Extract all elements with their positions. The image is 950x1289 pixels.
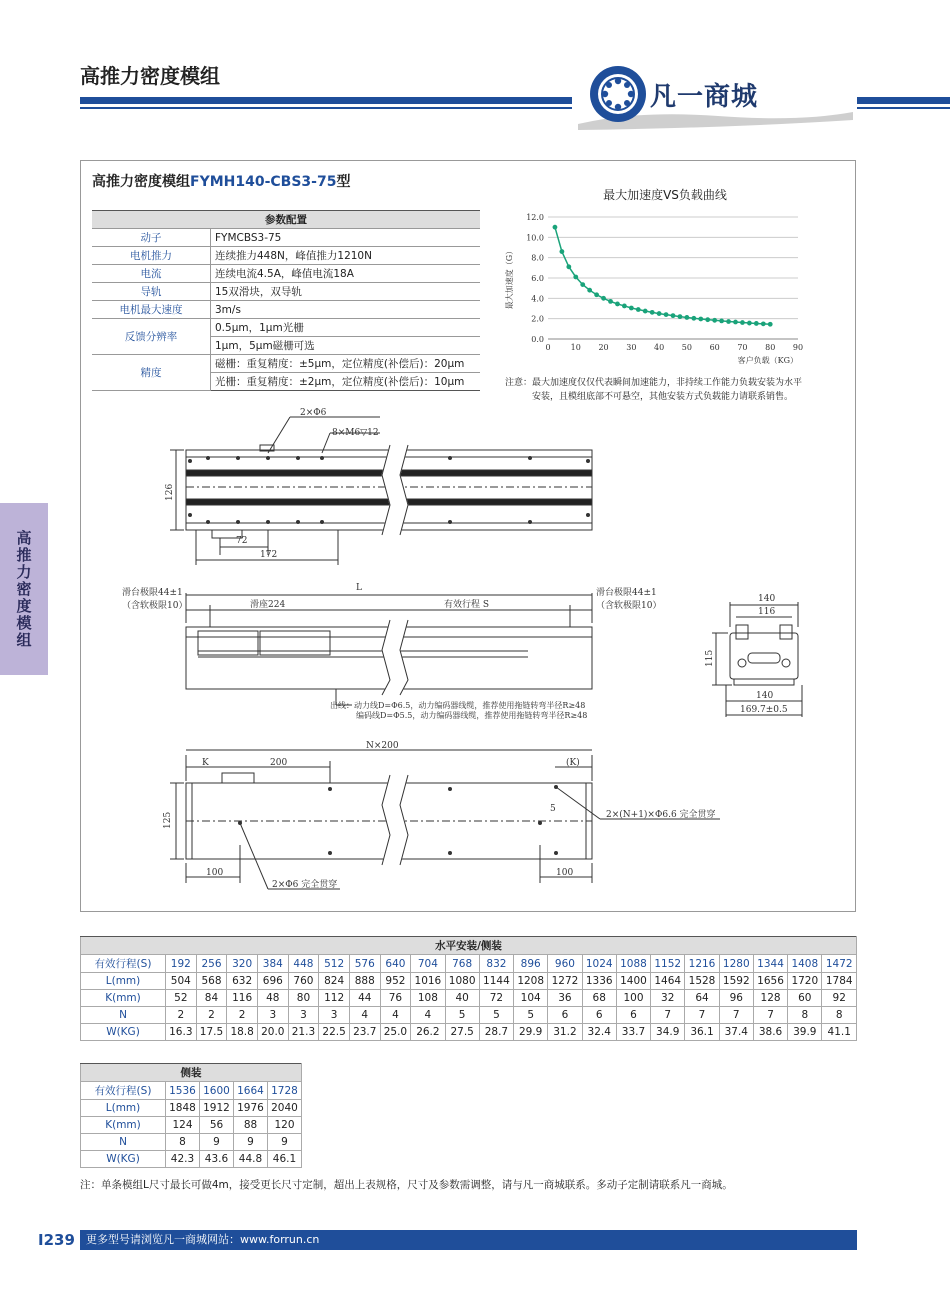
table-cell: 1600 [200, 1082, 234, 1100]
spec-key: 导轨 [92, 283, 211, 301]
table-cell: 1592 [719, 973, 753, 990]
table-cell: 760 [288, 973, 319, 990]
row-label: W(KG) [81, 1024, 166, 1041]
table-cell: 18.8 [227, 1024, 258, 1041]
table-row [81, 1024, 857, 1041]
data-point [566, 264, 571, 269]
table-cell: 20.0 [257, 1024, 288, 1041]
table-cell: 41.1 [822, 1024, 857, 1041]
data-point [768, 322, 773, 327]
table-cell: 1720 [788, 973, 822, 990]
table-cell: 1848 [166, 1100, 200, 1117]
table-row [81, 1151, 302, 1168]
dim-115: 115 [705, 649, 715, 667]
table-cell: 640 [380, 955, 411, 973]
table-cell: 1088 [616, 955, 650, 973]
table-row [92, 319, 480, 337]
dim-top-tap: 8×M6▽12 [332, 428, 379, 438]
table-cell: 43.6 [200, 1151, 234, 1168]
table-cell: 824 [319, 973, 350, 990]
table-cell: 1280 [719, 955, 753, 973]
table-cell: 832 [479, 955, 513, 973]
table-cell: 5 [479, 1007, 513, 1024]
accel-chart [500, 205, 820, 370]
table-cell: 52 [166, 990, 197, 1007]
table-cell: 320 [227, 955, 258, 973]
x-tick-label: 30 [626, 343, 637, 352]
data-point [740, 320, 745, 325]
table-cell: 120 [268, 1117, 302, 1134]
table-cell: 104 [514, 990, 548, 1007]
data-point [553, 225, 558, 230]
model-title [92, 171, 350, 191]
dim-126: 126 [165, 483, 175, 501]
table-cell: 696 [257, 973, 288, 990]
table-cell: 32 [651, 990, 685, 1007]
data-point [684, 315, 689, 320]
data-point [747, 321, 752, 326]
dim-116: 116 [758, 607, 776, 617]
dim-125: 125 [163, 811, 173, 829]
spec-table [92, 210, 480, 391]
page-number: I239 [38, 1231, 75, 1249]
table-cell: 108 [411, 990, 445, 1007]
x-tick-label: 10 [570, 343, 581, 352]
table-cell: 42.3 [166, 1151, 200, 1168]
table-cell: 8 [788, 1007, 822, 1024]
x-tick-label: 40 [654, 343, 665, 352]
end-view-body [730, 633, 798, 679]
table-cell: 952 [380, 973, 411, 990]
model-title-model: FYMH140-CBS3-75 [190, 174, 337, 190]
y-tick-label: 6.0 [531, 274, 544, 283]
table-cell: 1728 [268, 1082, 302, 1100]
table-cell: 7 [685, 1007, 719, 1024]
spec-key: 电流 [92, 265, 211, 283]
table-cell: 1536 [166, 1082, 200, 1100]
header-rule-left-thin [80, 107, 572, 109]
table-row [92, 247, 480, 265]
table-cell: 112 [319, 990, 350, 1007]
row-label: 有效行程(S) [81, 955, 166, 973]
table-cell: 8 [166, 1134, 200, 1151]
table-row [81, 1134, 302, 1151]
table-cell: 1216 [685, 955, 719, 973]
table-cell: 80 [288, 990, 319, 1007]
spec-value: 连续电流4.5A，峰值电流18A [211, 265, 481, 283]
table-cell: 960 [548, 955, 582, 973]
table-cell: 512 [319, 955, 350, 973]
table-cell: 1400 [616, 973, 650, 990]
dim-slider: 滑座224 [250, 600, 286, 610]
data-point [754, 321, 759, 326]
dim-100-left: 100 [206, 868, 224, 878]
table-cell: 2040 [268, 1100, 302, 1117]
brand-logo [578, 62, 853, 132]
y-tick-label: 8.0 [531, 253, 544, 263]
chart-note-line2: 安装，且模组底部不可悬空，其他安装方式负载能力请联系销售。 [532, 392, 794, 402]
data-point [615, 302, 620, 307]
table-cell: 1472 [822, 955, 857, 973]
table-cell: 4 [411, 1007, 445, 1024]
table-cell: 32.4 [582, 1024, 616, 1041]
data-point [559, 249, 564, 254]
table-cell: 1408 [788, 955, 822, 973]
table-row [92, 355, 480, 373]
table-cell: 31.2 [548, 1024, 582, 1041]
table-cell: 7 [753, 1007, 787, 1024]
chart-note [505, 376, 835, 404]
table-row [81, 1100, 302, 1117]
table-cell: 29.9 [514, 1024, 548, 1041]
table-cell: 6 [548, 1007, 582, 1024]
dim-140-bottom: 140 [756, 691, 774, 701]
data-point [705, 317, 710, 322]
table-cell: 60 [788, 990, 822, 1007]
table-cell: 128 [753, 990, 787, 1007]
table-cell: 46.1 [268, 1151, 302, 1168]
table-cell: 9 [200, 1134, 234, 1151]
row-label: K(mm) [81, 1117, 166, 1134]
table-cell: 68 [582, 990, 616, 1007]
data-point [678, 314, 683, 319]
data-point [650, 310, 655, 315]
data-point [671, 313, 676, 318]
table-cell: 1656 [753, 973, 787, 990]
pin-holes: 2×Φ6 完全贯穿 [272, 880, 338, 890]
data-point [719, 319, 724, 324]
table-cell: 48 [257, 990, 288, 1007]
dim-140-top: 140 [758, 594, 776, 604]
x-tick-label: 20 [598, 343, 609, 352]
table-cell: 72 [479, 990, 513, 1007]
table-cell: 100 [616, 990, 650, 1007]
table-cell: 448 [288, 955, 319, 973]
dim-169: 169.7±0.5 [740, 705, 788, 715]
table-row [81, 973, 857, 990]
table-cell: 1464 [651, 973, 685, 990]
table-row [81, 955, 857, 973]
row-label: K(mm) [81, 990, 166, 1007]
dim-stroke: 有效行程 S [444, 600, 490, 610]
table-cell: 116 [227, 990, 258, 1007]
table-cell: 1664 [234, 1082, 268, 1100]
table-caption: 水平安装/侧装 [81, 937, 857, 955]
dim-top-hole: 2×Φ6 [300, 408, 327, 418]
side-mount-table [80, 1063, 302, 1168]
data-point [573, 275, 578, 280]
model-title-prefix: 高推力密度模组 [92, 174, 190, 190]
dim-K: K [202, 758, 209, 768]
table-cell: 768 [445, 955, 479, 973]
footer-bar: 更多型号请浏览凡一商城网站：www.forrun.cn [80, 1230, 857, 1250]
table-cell: 568 [196, 973, 227, 990]
x-tick-label: 60 [709, 343, 720, 352]
data-point [587, 288, 592, 293]
table-cell: 2 [166, 1007, 197, 1024]
header-rule-right-thin [857, 107, 950, 109]
table-cell: 34.9 [651, 1024, 685, 1041]
model-title-suffix: 型 [336, 174, 351, 190]
data-point [643, 309, 648, 314]
page-title: 高推力密度模组 [80, 64, 220, 88]
chart-title: 最大加速度VS负载曲线 [603, 188, 727, 202]
table-cell: 16.3 [166, 1024, 197, 1041]
spec-value: 连续推力448N，峰值推力1210N [211, 247, 481, 265]
table-cell: 3 [257, 1007, 288, 1024]
table-cell: 37.4 [719, 1024, 753, 1041]
table-cell: 25.0 [380, 1024, 411, 1041]
table-row [81, 990, 857, 1007]
header-rule-left [80, 97, 572, 104]
table-cell: 44.8 [234, 1151, 268, 1168]
table-cell: 6 [616, 1007, 650, 1024]
spec-value: 光栅：重复精度：±2μm，定位精度(补偿后)：10μm [211, 373, 481, 391]
table-cell: 21.3 [288, 1024, 319, 1041]
table-cell: 27.5 [445, 1024, 479, 1041]
table-cell: 9 [268, 1134, 302, 1151]
spec-key: 电机最大速度 [92, 301, 211, 319]
spec-key: 精度 [92, 355, 211, 391]
table-row [81, 1082, 302, 1100]
table-cell: 888 [349, 973, 380, 990]
x-tick-label: 70 [737, 343, 748, 352]
table-cell: 8 [822, 1007, 857, 1024]
x-tick-label: 50 [681, 343, 692, 352]
row-label: 有效行程(S) [81, 1082, 166, 1100]
data-point [601, 296, 606, 301]
table-cell: 576 [349, 955, 380, 973]
table-cell: 96 [719, 990, 753, 1007]
data-point [629, 306, 634, 311]
table-cell: 36 [548, 990, 582, 1007]
spec-key: 反馈分辨率 [92, 319, 211, 355]
table-cell: 2 [196, 1007, 227, 1024]
table-cell: 1336 [582, 973, 616, 990]
dim-L: L [356, 583, 362, 593]
table-cell: 3 [288, 1007, 319, 1024]
table-cell: 56 [200, 1117, 234, 1134]
table-cell: 1144 [479, 973, 513, 990]
table-row [92, 229, 480, 247]
table-cell: 88 [234, 1117, 268, 1134]
table-cell: 6 [582, 1007, 616, 1024]
spec-value: FYMCBS3-75 [211, 229, 481, 247]
dimension-table [80, 936, 857, 1041]
cable-note-2: 编码线D=Φ5.5，动力编码器线缆，推荐使用拖链转弯半径R≥48 [356, 711, 588, 720]
technical-drawing [100, 405, 840, 900]
table-cell: 124 [166, 1117, 200, 1134]
table-cell: 1528 [685, 973, 719, 990]
table-caption: 侧装 [81, 1064, 302, 1082]
dim-100-right: 100 [556, 868, 574, 878]
spec-value: 0.5μm，1μm光栅 [211, 319, 481, 337]
table-row [92, 283, 480, 301]
table-row [92, 301, 480, 319]
limit-right-1: 滑台极限44±1 [596, 588, 657, 598]
side-tab: 高推力密度模组 [0, 503, 48, 675]
table-cell: 33.7 [616, 1024, 650, 1041]
table-cell: 1784 [822, 973, 857, 990]
dim-72: 72 [236, 536, 248, 546]
data-point [594, 292, 599, 297]
table-cell: 76 [380, 990, 411, 1007]
table-cell: 9 [234, 1134, 268, 1151]
x-tick-label: 0 [545, 343, 551, 352]
table-cell: 384 [257, 955, 288, 973]
limit-right-2: （含软极限10） [596, 601, 662, 611]
logo-text: 凡一商城 [650, 82, 759, 112]
table-cell: 1208 [514, 973, 548, 990]
row-label: L(mm) [81, 973, 166, 990]
table-cell: 1016 [411, 973, 445, 990]
y-tick-label: 12.0 [526, 213, 544, 222]
table-cell: 1344 [753, 955, 787, 973]
x-axis-label: 客户负载（KG） [737, 356, 798, 365]
dim-172: 172 [260, 550, 278, 560]
table-row [92, 265, 480, 283]
data-point [761, 321, 766, 326]
table-cell: 64 [685, 990, 719, 1007]
bottom-note: 注：单条模组L尺寸最长可做4m，接受更长尺寸定制，超出上表规格，尺寸及参数需调整，请与凡一商城联系。多动子定制请联系凡一商城。 [80, 1179, 733, 1191]
table-cell: 504 [166, 973, 197, 990]
table-cell: 4 [380, 1007, 411, 1024]
data-point [712, 318, 717, 323]
table-cell: 1976 [234, 1100, 268, 1117]
spec-value: 1μm，5μm磁栅可选 [211, 337, 481, 355]
table-row [81, 1117, 302, 1134]
data-point [580, 282, 585, 287]
cable-note-1: 出线：动力线D=Φ6.5，动力编码器线缆，推荐使用拖链转弯半径R≥48 [330, 701, 586, 710]
y-tick-label: 0.0 [531, 335, 544, 344]
spec-value: 15双滑块，双导轨 [211, 283, 481, 301]
table-cell: 84 [196, 990, 227, 1007]
data-point [664, 312, 669, 317]
y-tick-label: 10.0 [526, 233, 544, 243]
chart-note-line1: 注意：最大加速度仅仅代表瞬间加速能力，非持续工作能力负载安装为水平 [505, 378, 803, 388]
table-cell: 4 [349, 1007, 380, 1024]
data-point [622, 304, 627, 309]
spec-header: 参数配置 [92, 211, 480, 229]
table-cell: 28.7 [479, 1024, 513, 1041]
table-cell: 17.5 [196, 1024, 227, 1041]
row-label: N [81, 1007, 166, 1024]
table-row [81, 1007, 857, 1024]
dim-K-paren: (K) [566, 758, 580, 768]
table-cell: 1912 [200, 1100, 234, 1117]
x-tick-label: 90 [792, 343, 804, 352]
table-cell: 1024 [582, 955, 616, 973]
table-cell: 256 [196, 955, 227, 973]
table-cell: 26.2 [411, 1024, 445, 1041]
row-label: N [81, 1134, 166, 1151]
row-label: L(mm) [81, 1100, 166, 1117]
spec-value: 3m/s [211, 301, 481, 319]
through-holes: 2×(N+1)×Φ6.6 完全贯穿 [606, 810, 716, 820]
table-cell: 5 [445, 1007, 479, 1024]
table-cell: 632 [227, 973, 258, 990]
row-label: W(KG) [81, 1151, 166, 1168]
data-point [691, 316, 696, 321]
table-cell: 896 [514, 955, 548, 973]
table-cell: 2 [227, 1007, 258, 1024]
header-rule-right [857, 97, 950, 104]
table-cell: 38.6 [753, 1024, 787, 1041]
table-cell: 92 [822, 990, 857, 1007]
x-tick-label: 80 [765, 343, 776, 352]
y-axis-label: 最大加速度（G） [505, 246, 514, 310]
y-tick-label: 4.0 [531, 294, 544, 304]
data-point [726, 319, 731, 324]
data-point [698, 317, 703, 322]
dim-200: 200 [270, 758, 288, 768]
table-cell: 704 [411, 955, 445, 973]
spec-key: 电机推力 [92, 247, 211, 265]
table-cell: 1272 [548, 973, 582, 990]
table-cell: 23.7 [349, 1024, 380, 1041]
table-cell: 22.5 [319, 1024, 350, 1041]
y-tick-label: 2.0 [531, 314, 544, 324]
series-line [555, 227, 770, 324]
table-cell: 39.9 [788, 1024, 822, 1041]
data-point [636, 307, 641, 312]
table-cell: 36.1 [685, 1024, 719, 1041]
limit-left-2: （含软极限10） [122, 601, 188, 611]
data-point [608, 299, 613, 304]
table-cell: 40 [445, 990, 479, 1007]
spec-value: 磁栅：重复精度：±5μm，定位精度(补偿后)：20μm [211, 355, 481, 373]
dim-nx200: N×200 [366, 741, 399, 751]
data-point [733, 320, 738, 325]
table-cell: 7 [719, 1007, 753, 1024]
table-cell: 44 [349, 990, 380, 1007]
dim-5: 5 [550, 804, 556, 814]
table-cell: 1080 [445, 973, 479, 990]
table-cell: 5 [514, 1007, 548, 1024]
table-cell: 3 [319, 1007, 350, 1024]
data-point [657, 311, 662, 316]
spec-key: 动子 [92, 229, 211, 247]
table-cell: 7 [651, 1007, 685, 1024]
limit-left-1: 滑台极限44±1 [122, 588, 183, 598]
table-cell: 192 [166, 955, 197, 973]
table-cell: 1152 [651, 955, 685, 973]
